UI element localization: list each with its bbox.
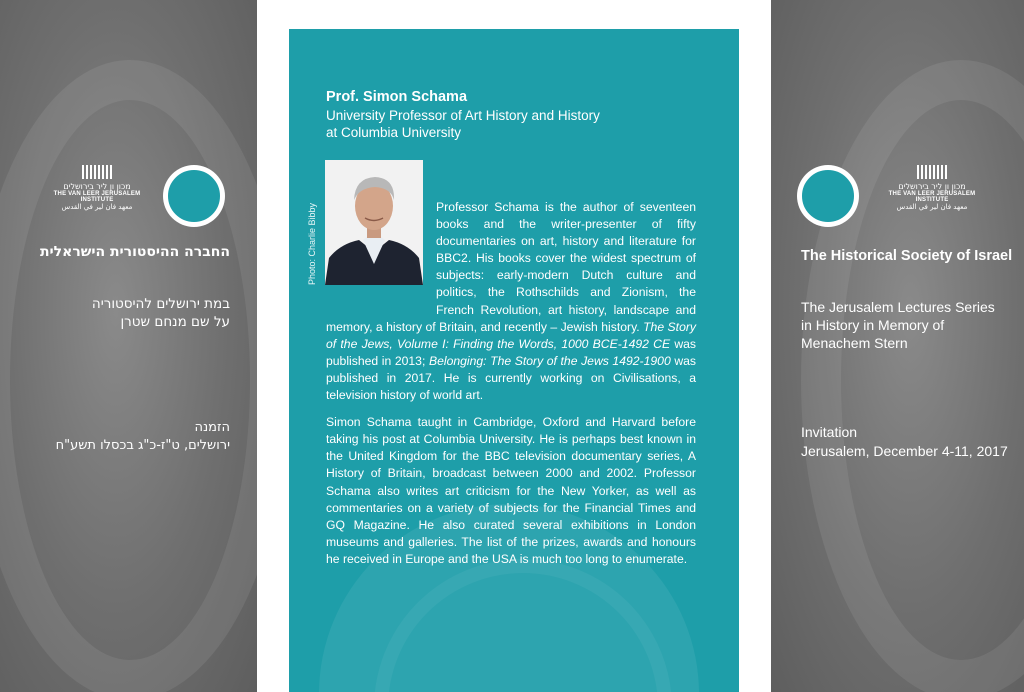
english-panel [771, 0, 1024, 692]
society-name-hebrew: החברה ההיסטורית הישראלית [39, 244, 230, 260]
van-leer-logo-icon: מכון ון ליר בירושלים THE VAN LEER JERUSALEM INSTITUTE معهد فان لير في القدس [42, 165, 152, 211]
bio-paragraph-1: Professor Schama is the author of seventeen books and the writer-presenter of fifty documentaries on art, history and literature for BBC2. His books cover the widest spectrum of subjects: early-modern Dutch culture and politics, the Rothschilds and Zionism, the French Revolution, art history, landscape and memory, a history of Britain, and recently – Jewish history. The Story of the Jews, Volume I: Finding the Words, 1000 BCE-1492 CE was published in 2013; Belonging: The Story of the Jews 1492-1900 was published in 2017. He is currently working on Civilisations, a television history of world art. [326, 200, 696, 403]
historical-society-seal-icon [163, 165, 225, 227]
invitation-hebrew: הזמנה [194, 420, 230, 435]
watermark-circle [801, 60, 1024, 692]
series-line2-hebrew: על שם מנחם שטרן [120, 314, 230, 330]
speaker-name: Prof. Simon Schama [326, 89, 468, 105]
bio-paragraph-2: Simon Schama taught in Cambridge, Oxford and Harvard before taking his post at Columbia University. He is perhaps best known in the United Kingdom for the BBC television documentary series, A History of Britain, broadcast between 2000 and 2002. Professor Schama also writes art criticism for the New Yorker, as well as commentaries on a variety of subjects for the Financial Times and GQ Magazine. He also curated several exhibitions in London museums and galleries. The list of the prizes, awards and honours he received in Europe and the USA is much too long to enumerate. [326, 415, 696, 566]
series-line1-hebrew: במת ירושלים להיסטוריה [91, 296, 230, 312]
photo-credit: Photo: Charlie Bibby [307, 202, 317, 285]
speaker-position: University Professor of Art History and History at Columbia University [326, 108, 600, 140]
invitation-english: Invitation [801, 424, 858, 440]
book-title: The Story of the Jews, Volume I: Finding the Words, 1000 BCE-1492 CE [326, 319, 696, 351]
hebrew-panel [0, 0, 257, 692]
speaker-bio [326, 199, 696, 578]
series-line1-english: The Jerusalem Lectures Series [801, 299, 995, 315]
historical-society-seal-icon [797, 165, 859, 227]
series-line3-english: Menachem Stern [801, 335, 908, 351]
date-hebrew: ירושלים, ט"ז-כ"ג בכסלו תשע"ח [55, 438, 230, 453]
date-english: Jerusalem, December 4-11, 2017 [801, 443, 1008, 459]
watermark-circle [0, 60, 257, 692]
book-title: Belonging: The Story of the Jews 1492-1900 [428, 353, 671, 368]
van-leer-logo-icon: מכון ון ליר בירושלים THE VAN LEER JERUSALEM INSTITUTE معهد فان لير في القدس [877, 165, 987, 211]
series-line2-english: in History in Memory of [801, 317, 945, 333]
speaker-card [289, 29, 739, 692]
society-name-english: The Historical Society of Israel [801, 248, 1013, 264]
